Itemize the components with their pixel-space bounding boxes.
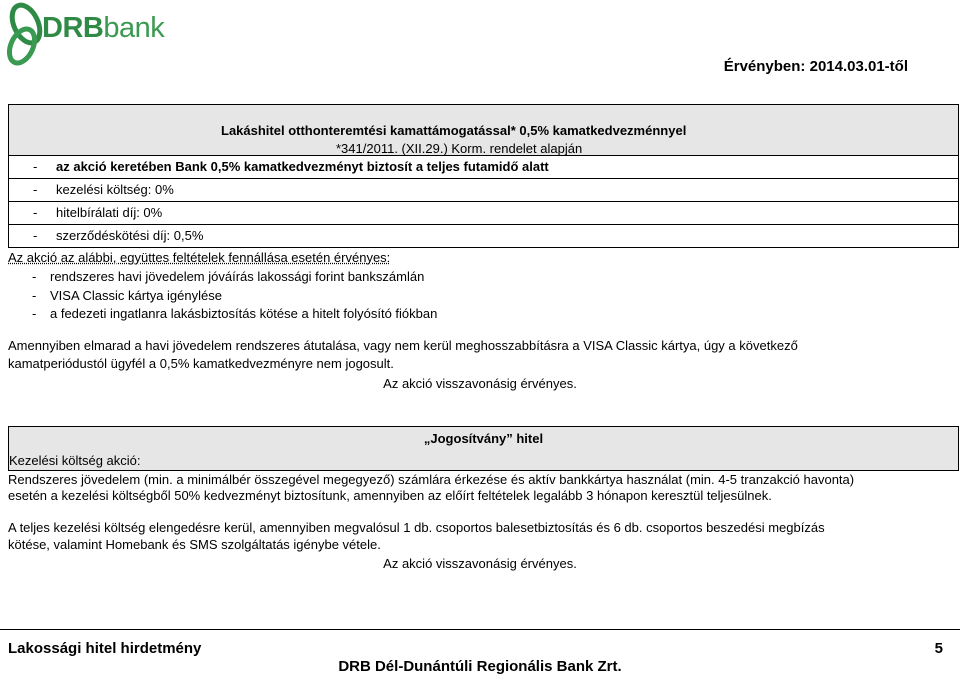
benefit-row: - hitelbírálati díj: 0% bbox=[9, 202, 958, 225]
promo-header bbox=[9, 105, 958, 156]
logo-leaf-icon bbox=[6, 2, 46, 68]
jogositvany-para1-line1: Rendszeres jövedelem (min. a minimálbér összegével megegyező) számlára érkezése és aktív bankkártya használat (min. 4-5 tranzakció havonta) bbox=[8, 472, 855, 487]
jogositvany-para2-line1: A teljes kezelési költség elengedésre kerül, amennyiben megvalósul 1 db. csoportos balesetbiztosítás és 6 db. csoportos beszedési megbízás bbox=[8, 520, 825, 535]
promo-title: Lakáshitel otthonteremtési kamattámogatással* 0,5% kamatkedvezménnyel bbox=[221, 123, 687, 138]
jogositvany-para1-line2: esetén a kezelési költségből 50% kedvezményt biztosítunk, amennyiben az előírt feltételek legalább 3 hónapon keresztül teljesülnek. bbox=[8, 488, 772, 503]
promo-subtitle: *341/2011. (XII.29.) Korm. rendelet alapján bbox=[336, 141, 583, 156]
benefit-row: - az akció keretében Bank 0,5% kamatkedvezményt biztosít a teljes futamidő alatt bbox=[9, 156, 958, 179]
validity-date: Érvényben: 2014.03.01-től bbox=[723, 58, 908, 75]
jogositvany-header bbox=[9, 427, 958, 471]
footer-doc-title: Lakossági hitel hirdetmény bbox=[8, 640, 202, 657]
jogositvany-subtitle: Kezelési költség akció: bbox=[9, 453, 141, 468]
drb-bank-logo bbox=[6, 2, 165, 68]
promo-note-line1: Amennyiben elmarad a havi jövedelem rendszeres átutalása, vagy nem kerül meghosszabbításra a VISA Classic kártya, úgy a következő bbox=[8, 338, 798, 353]
condition-item: - rendszeres havi jövedelem jóváírás lakossági forint bankszámlán bbox=[32, 269, 425, 284]
footer-bank-name: DRB Dél-Dunántúli Regionális Bank Zrt. bbox=[338, 658, 622, 675]
benefit-row: - szerződéskötési díj: 0,5% bbox=[9, 225, 958, 248]
jogositvany-para2-line2: kötése, valamint Homebank és SMS szolgáltatás igénybe vétele. bbox=[8, 537, 381, 552]
promo-revocable: Az akció visszavonásig érvényes. bbox=[383, 376, 577, 391]
jogositvany-revocable: Az akció visszavonásig érvényes. bbox=[383, 556, 577, 571]
promo-box bbox=[8, 104, 959, 248]
jogositvany-box bbox=[8, 426, 959, 471]
jogositvany-title: „Jogosítvány” hitel bbox=[423, 431, 544, 446]
logo-wordmark: DRBbank bbox=[42, 12, 165, 44]
conditions-title: Az akció az alábbi, együttes feltételek fennállása esetén érvényes: bbox=[8, 250, 391, 265]
condition-item: - a fedezeti ingatlanra lakásbiztosítás kötése a hitelt folyósító fiókban bbox=[32, 306, 438, 321]
benefit-row: - kezelési költség: 0% bbox=[9, 179, 958, 202]
footer-divider bbox=[0, 629, 960, 630]
footer-page-number: 5 bbox=[934, 640, 943, 657]
condition-item: - VISA Classic kártya igénylése bbox=[32, 288, 222, 303]
promo-note-line2: kamatperiódustól ügyfél a 0,5% kamatkedvezményre nem jogosult. bbox=[8, 356, 394, 371]
